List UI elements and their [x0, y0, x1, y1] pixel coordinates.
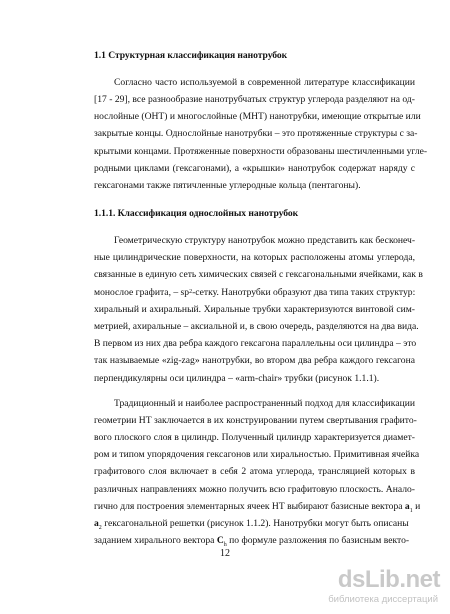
paragraph-line: связанные в единую сеть химических связей с гексагональными ячейками, как в	[94, 269, 423, 280]
paragraph-line: геометрии НТ заключается в их конструировании путем свертывания графито-	[94, 415, 417, 426]
watermark	[314, 566, 442, 610]
paragraph-line: так называемые «zig-zag» нанотрубки, во втором два ребра каждого гексагона	[94, 355, 415, 366]
paragraph-line: хиральный и ахиральный. Хиральные трубки характеризуются винтовой сим-	[94, 304, 415, 315]
paragraph-line: Геометрическую структуру нанотрубок можно представить как бесконеч-	[114, 235, 416, 246]
paragraph-line: метрией, ахиральные – аксиальной и, в свою очередь, разделяются на два вида.	[94, 321, 419, 332]
text-fragment: монослое графита, – sp	[94, 287, 190, 298]
vector-symbol: a	[94, 518, 99, 529]
watermark-logo: dsLib.net	[337, 566, 440, 593]
paragraph-line: Традиционный и наиболее распространенный подход для классификации	[114, 398, 415, 409]
text-fragment: заданием хирального вектора	[94, 535, 217, 546]
paragraph-line	[94, 535, 415, 547]
text-fragment: гично для построения элементарных ячеек НТ выбирают базисные вектора	[94, 501, 403, 512]
paragraph-line: В первом из них два ребра каждого гексагона параллельны оси цилиндра – это	[94, 338, 417, 349]
paragraph-line: закрытые концы. Однослойные нанотрубки – это протяженные структуры с за-	[94, 128, 418, 139]
paragraph-line: ром и типом упорядочения гексагонов или хиральностью. Примитивная ячейка	[94, 449, 420, 460]
paragraph-line: Согласно часто используемой в современной литературе классификации	[114, 77, 415, 88]
paragraph-line: вого плоского слоя в цилиндр. Полученный цилиндр характеризуется диамет-	[94, 432, 415, 443]
paragraph-line: ные цилиндрические поверхности, на которых расположены атомы углерода,	[94, 252, 415, 263]
paragraph-line: гексагонами также пятичленные углеродные кольца (пентагоны).	[94, 180, 361, 191]
subscript: 2	[98, 524, 102, 531]
paragraph-line: [17 - 29], все разнообразие нанотрубчатых структур углерода разделяют на од-	[94, 94, 415, 105]
paragraph-line: нослойные (ОНТ) и многослойные (МНТ) нанотрубки, имеющие открытые или	[94, 111, 421, 122]
page-number: 12	[220, 548, 230, 559]
subscript: 1	[409, 507, 413, 514]
superscript: 2	[189, 289, 193, 295]
subscript: h	[223, 541, 227, 548]
text-fragment: по формуле разложения по базисным векто-	[226, 535, 410, 546]
paragraph-line: перпендикулярны оси цилиндра – «arm-chair» трубки (рисунок 1.1.1).	[94, 373, 380, 384]
text-fragment: и	[412, 501, 421, 512]
vector-symbol: C	[216, 535, 224, 546]
paragraph-line	[94, 287, 415, 299]
paragraph-line	[94, 518, 415, 530]
subsection-heading: 1.1.1. Классификация однослойных нанотрубок	[94, 208, 299, 219]
text-fragment: гексагональной решетки (рисунок 1.1.2). Нанотрубки могут быть описаны	[101, 518, 409, 529]
paragraph-line	[94, 501, 421, 514]
text-fragment: -сетку. Нанотрубки образуют два типа таких структур:	[192, 287, 416, 298]
paragraph-line: родными циклами (гексагонами), а «крышки» нанотрубок содержат наряду с	[94, 163, 415, 174]
paragraph-line: крытыми концами. Протяженные поверхности образованы шестичленными угле-	[94, 146, 428, 157]
section-heading: 1.1 Структурная классификация нанотрубок	[94, 50, 288, 61]
vector-symbol: a	[404, 501, 410, 512]
watermark-caption: библиотека диссертаций	[328, 594, 438, 605]
paragraph-line: графитового слоя включает в себя 2 атома углерода, трансляцией которых в	[94, 466, 415, 477]
paragraph-line: различных направлениях можно получить всю графитовую плоскость. Анало-	[94, 484, 415, 495]
